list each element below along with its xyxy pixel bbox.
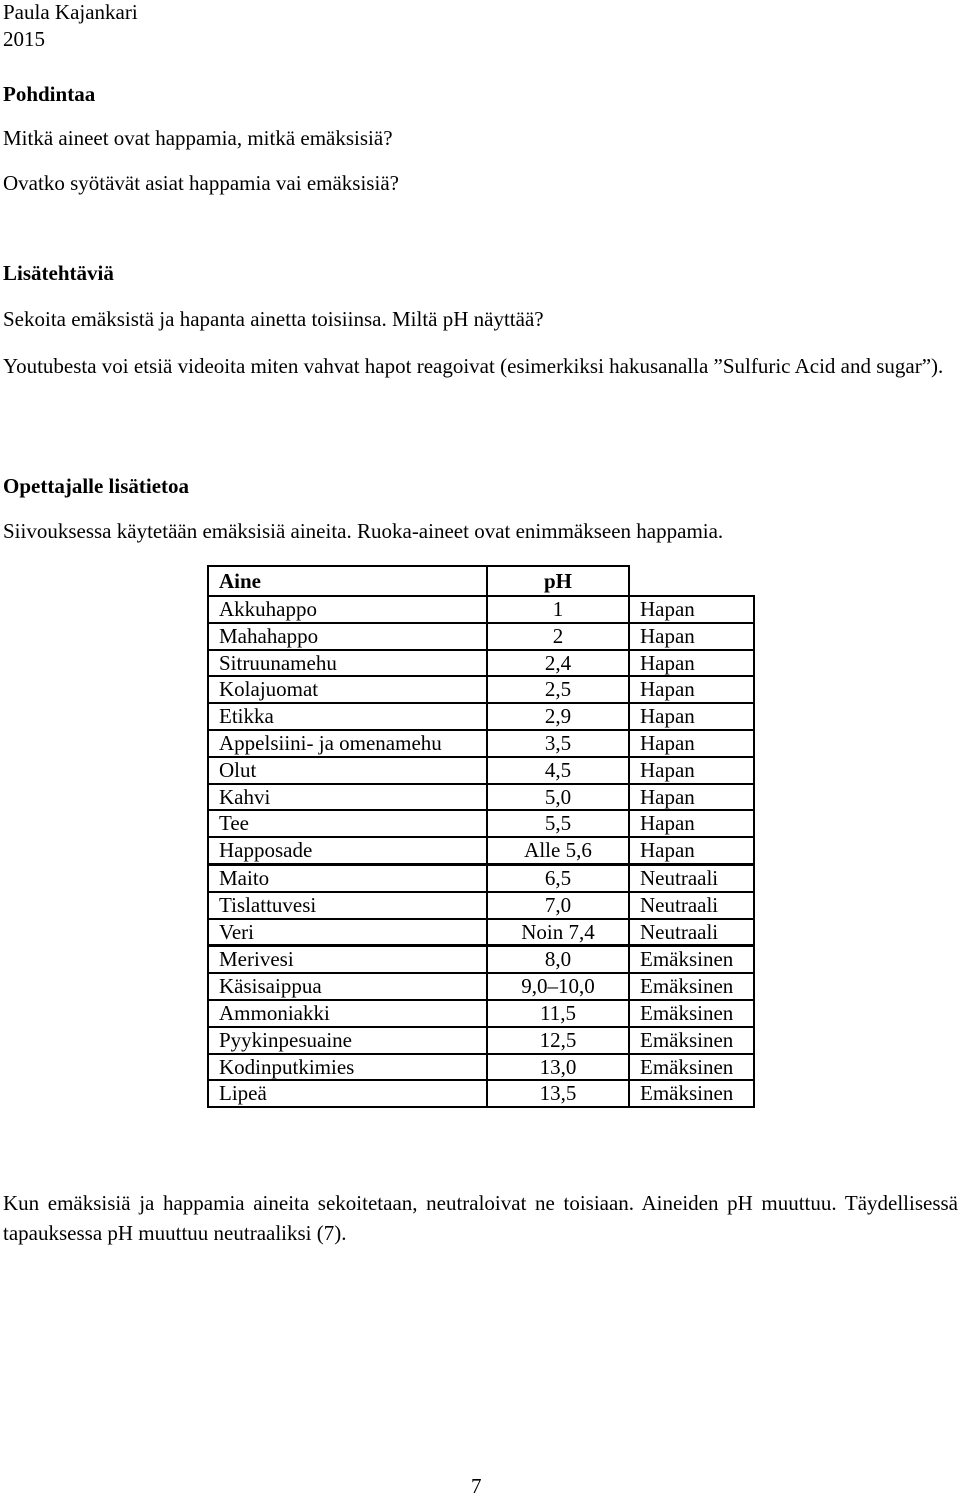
task-paragraph: Youtubesta voi etsiä videoita miten vahvat hapot reagoivat (esimerkiksi hakusanalla ”Sulfuric Acid and sugar”). — [3, 354, 944, 378]
substance-cell: Happosade — [208, 837, 487, 864]
ph-cell: 8,0 — [487, 946, 629, 973]
ph-cell: 6,5 — [487, 864, 629, 891]
class-cell: Emäksinen — [629, 1054, 754, 1081]
column-header-empty — [629, 566, 754, 596]
class-cell: Neutraali — [629, 892, 754, 919]
table-row — [208, 650, 754, 677]
author-name: Paula Kajankari — [3, 0, 138, 24]
task-line: Sekoita emäksistä ja hapanta ainetta toisiinsa. Miltä pH näyttää? — [3, 307, 544, 331]
class-cell: Neutraali — [629, 864, 754, 891]
table-row — [208, 1027, 754, 1054]
table-row — [208, 757, 754, 784]
section-heading-pohdintaa: Pohdintaa — [3, 82, 96, 106]
ph-cell: 5,0 — [487, 784, 629, 811]
table-row — [208, 810, 754, 837]
class-cell: Hapan — [629, 676, 754, 703]
class-cell: Hapan — [629, 623, 754, 650]
substance-cell: Pyykinpesuaine — [208, 1027, 487, 1054]
substance-cell: Kolajuomat — [208, 676, 487, 703]
ph-cell: 12,5 — [487, 1027, 629, 1054]
ph-cell: 3,5 — [487, 730, 629, 757]
ph-cell: 2,9 — [487, 703, 629, 730]
class-cell: Hapan — [629, 810, 754, 837]
column-header-ph: pH — [487, 566, 629, 596]
ph-cell: 5,5 — [487, 810, 629, 837]
ph-cell: Noin 7,4 — [487, 919, 629, 946]
table-row — [208, 837, 754, 864]
substance-cell: Tee — [208, 810, 487, 837]
ph-cell: 4,5 — [487, 757, 629, 784]
class-cell: Emäksinen — [629, 1000, 754, 1027]
substance-cell: Akkuhappo — [208, 596, 487, 623]
table-row — [208, 1054, 754, 1081]
table-header-row — [208, 566, 754, 596]
section-heading-lisatehtavia: Lisätehtäviä — [3, 261, 114, 285]
ph-cell: 1 — [487, 596, 629, 623]
ph-cell: Alle 5,6 — [487, 837, 629, 864]
table-row — [208, 623, 754, 650]
table-row — [208, 730, 754, 757]
ph-table — [207, 565, 755, 1108]
substance-cell: Maito — [208, 864, 487, 891]
class-cell: Hapan — [629, 596, 754, 623]
substance-cell: Sitruunamehu — [208, 650, 487, 677]
substance-cell: Käsisaippua — [208, 973, 487, 1000]
table-row — [208, 784, 754, 811]
teacher-note: Siivouksessa käytetään emäksisiä aineita. Ruoka-aineet ovat enimmäkseen happamia. — [3, 519, 724, 543]
substance-cell: Olut — [208, 757, 487, 784]
class-cell: Emäksinen — [629, 1027, 754, 1054]
class-cell: Emäksinen — [629, 946, 754, 973]
table-row — [208, 946, 754, 973]
ph-cell: 2,5 — [487, 676, 629, 703]
ph-cell: 2,4 — [487, 650, 629, 677]
class-cell: Emäksinen — [629, 973, 754, 1000]
substance-cell: Merivesi — [208, 946, 487, 973]
table-row — [208, 892, 754, 919]
substance-cell: Veri — [208, 919, 487, 946]
page-number: 7 — [471, 1474, 482, 1498]
class-cell: Hapan — [629, 730, 754, 757]
ph-cell: 2 — [487, 623, 629, 650]
table-row — [208, 1080, 754, 1107]
table-row — [208, 596, 754, 623]
substance-cell: Kahvi — [208, 784, 487, 811]
ph-cell: 13,0 — [487, 1054, 629, 1081]
substance-cell: Tislattuvesi — [208, 892, 487, 919]
class-cell: Hapan — [629, 650, 754, 677]
table-row — [208, 703, 754, 730]
substance-cell: Lipeä — [208, 1080, 487, 1107]
table-row — [208, 1000, 754, 1027]
substance-cell: Ammoniakki — [208, 1000, 487, 1027]
conclusion-paragraph: Kun emäksisiä ja happamia aineita sekoitetaan, neutraloivat ne toisiaan. Aineiden pH muuttuu. Täydellisessä tapauksessa pH muuttuu neutraaliksi (7). — [3, 1191, 958, 1245]
ph-cell: 13,5 — [487, 1080, 629, 1107]
class-cell: Hapan — [629, 837, 754, 864]
year: 2015 — [3, 27, 45, 51]
ph-cell: 7,0 — [487, 892, 629, 919]
substance-cell: Kodinputkimies — [208, 1054, 487, 1081]
substance-cell: Appelsiini- ja omenamehu — [208, 730, 487, 757]
table-row — [208, 864, 754, 891]
table-row — [208, 676, 754, 703]
ph-cell: 9,0–10,0 — [487, 973, 629, 1000]
table-row — [208, 973, 754, 1000]
substance-cell: Etikka — [208, 703, 487, 730]
question-line: Ovatko syötävät asiat happamia vai emäksisiä? — [3, 171, 399, 195]
class-cell: Hapan — [629, 784, 754, 811]
class-cell: Neutraali — [629, 919, 754, 946]
substance-cell: Mahahappo — [208, 623, 487, 650]
question-line: Mitkä aineet ovat happamia, mitkä emäksisiä? — [3, 126, 393, 150]
class-cell: Hapan — [629, 703, 754, 730]
section-heading-opettajalle: Opettajalle lisätietoa — [3, 474, 190, 498]
class-cell: Emäksinen — [629, 1080, 754, 1107]
ph-cell: 11,5 — [487, 1000, 629, 1027]
class-cell: Hapan — [629, 757, 754, 784]
table-row — [208, 919, 754, 946]
column-header-aine: Aine — [208, 566, 487, 596]
